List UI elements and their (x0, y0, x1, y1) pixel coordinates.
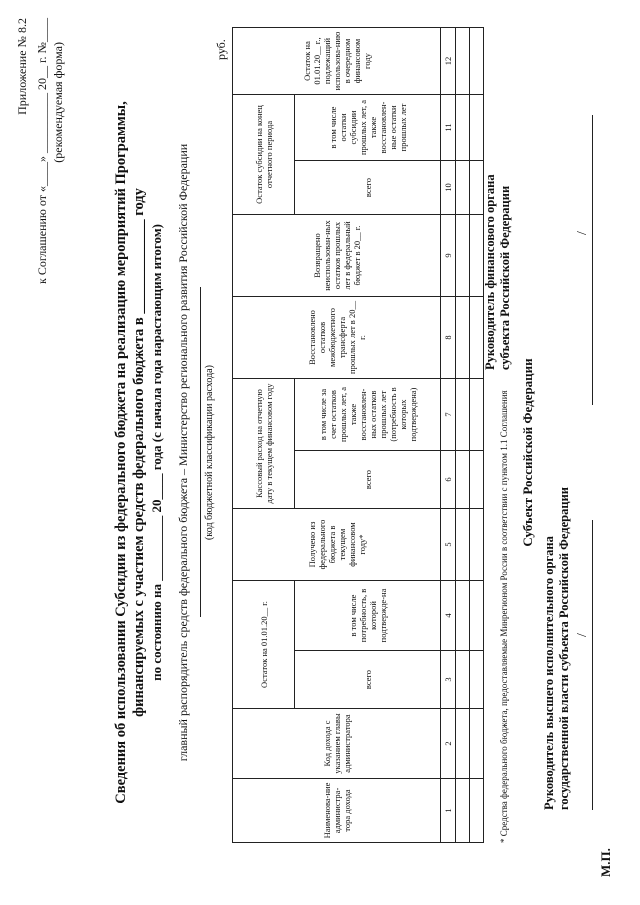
column-number: 5 (441, 509, 456, 581)
signature-right-title-2: субъекта Российской Федерации (498, 185, 512, 370)
header-balance-end-incl: в том числе остатки субсидии прошлых лет, а также восстановлен-ные остатки прошлых лет (295, 95, 441, 161)
header-balance-end-total: всего (295, 161, 441, 215)
signature-left-slash: / (575, 633, 590, 637)
appendix-form: (рекомендуемая форма) (51, 42, 65, 163)
header-balance-start-incl: в том числе потребность, в которой подтвержде-на (295, 581, 441, 651)
column-number: 2 (441, 709, 456, 779)
header-cash-incl: в том числе за счет остатков прошлых лет, а также восстановлен-ных остатков прошлых лет (потребность в которых подтверждена) (295, 379, 441, 451)
signature-left-title-2: государственной власти субъекта Российской Федерации (557, 487, 571, 810)
header-restored: Восстановлено остатков межбюджетного трансферта прошлых лет в 20__ г. (233, 297, 441, 379)
header-cash-total: всего (295, 451, 441, 509)
column-number: 11 (441, 95, 456, 161)
appendix-agreement: к Соглашению от «____» __________ 20__ г. №____ (35, 18, 49, 284)
header-returned: Возвращено неиспользован-ных остатков прошлых лет в федеральный бюджет в 20__ г. (233, 215, 441, 297)
footnote: * Средства федерального бюджета, предоставляемые Минрегионом России в соответствии с пунктом 1.1 Соглашения (499, 390, 509, 843)
distributor-label: главный распорядитель средств федерального бюджета – Министерство регионального развития Российской Федерации (176, 143, 190, 762)
subsidy-table (232, 27, 484, 843)
column-number: 3 (441, 651, 456, 709)
header-received: Получено из федерального бюджета в текущем финансовом году* (233, 509, 441, 581)
column-number: 7 (441, 379, 456, 451)
budget-code-line (200, 287, 201, 617)
header-balance-start: Остаток на 01.01.20__ г. (233, 581, 295, 709)
header-admin-name: Наименова-ние администра-тора дохода (233, 779, 441, 843)
column-number: 10 (441, 161, 456, 215)
header-income-code: Код дохода с указанием главы администратора (233, 709, 441, 779)
page-title-line3: по состоянию на __________ 20____ года (с начала года нарастающим итогом) (149, 224, 164, 681)
table-row (470, 28, 484, 843)
column-number: 9 (441, 215, 456, 297)
signature-right-slash: / (575, 231, 590, 235)
page-title-line2: финансируемых с участием средств федерального бюджета в _____________ году (131, 188, 147, 717)
header-cash-expense: Кассовый расход на отчетную дату в текущем финансовом году (233, 379, 295, 509)
column-number: 1 (441, 779, 456, 843)
header-balance-end: Остаток субсидии на конец отчетного периода (233, 95, 295, 215)
appendix-number: Приложение № 8.2 (15, 18, 29, 115)
column-number: 6 (441, 451, 456, 509)
stamp-label: М.П. (598, 848, 613, 877)
signature-left-title-1: Руководитель высшего исполнительного органа (542, 536, 556, 810)
budget-code-caption: (код бюджетной классификации расхода) (204, 365, 215, 540)
signature-right-title-1: Руководитель финансового органа (483, 174, 497, 370)
page-title-line1: Сведения об использовании Субсидии из федерального бюджета на реализацию мероприятий Программы, (113, 101, 129, 804)
signature-right-line (592, 115, 593, 405)
unit-label: руб. (214, 39, 228, 60)
header-balance-to-use: Остаток на 01.01.20__ г., подлежащий использова-нию в очередном финансовом году (233, 28, 441, 95)
column-number: 12 (441, 28, 456, 95)
table-row (456, 28, 470, 843)
header-balance-start-total: всего (295, 651, 441, 709)
subject-header: Субъект Российской Федерации (520, 358, 535, 547)
column-number: 4 (441, 581, 456, 651)
column-number: 8 (441, 297, 456, 379)
signature-left-line (592, 520, 593, 810)
